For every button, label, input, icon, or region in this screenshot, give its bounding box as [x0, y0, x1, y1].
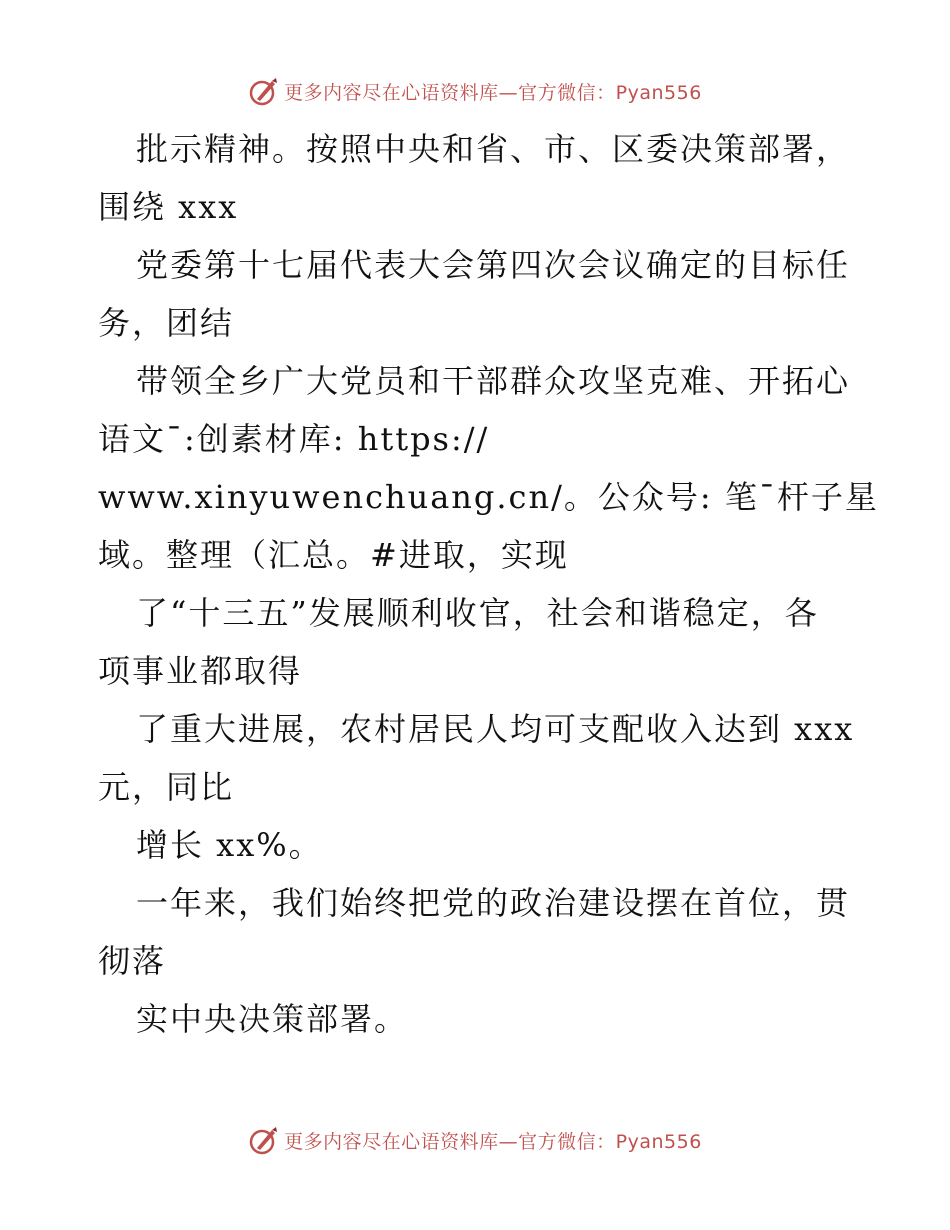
- header-watermark: [0, 71, 950, 111]
- pen-logo-icon: [248, 75, 280, 107]
- text-line: 务，团结: [98, 304, 235, 342]
- text-line: www.xinyuwenchuang.cn/。公众号: 笔¯杆子星: [98, 478, 879, 516]
- footer-watermark: [0, 1120, 950, 1160]
- text-line: 实中央决策部署。: [136, 1000, 409, 1038]
- text-line: 项事业都取得: [98, 652, 303, 690]
- text-line: 党委第十七届代表大会第四次会议确定的目标任: [136, 246, 851, 284]
- text-line: 元，同比: [98, 768, 235, 806]
- text-line: 批示精神。按照中央和省、市、区委决策部署，: [136, 130, 851, 168]
- text-line: 了“十三五”发展顺利收官，社会和谐稳定，各: [136, 594, 819, 632]
- text-line: 围绕 xxx: [98, 188, 239, 226]
- text-line: 带领全乡广大党员和干部群众攻坚克难、开拓心: [136, 362, 851, 400]
- watermark-text: 更多内容尽在心语资料库—官方微信：Pyan556: [284, 81, 702, 104]
- watermark-text: 更多内容尽在心语资料库—官方微信：Pyan556: [284, 1130, 702, 1153]
- text-line: 域。整理（汇总。#进取，实现: [98, 536, 569, 574]
- document-body: [98, 120, 879, 1048]
- text-line: 增长 xx%。: [136, 826, 323, 864]
- pen-logo-icon: [248, 1124, 280, 1156]
- text-line: 彻落: [98, 942, 167, 980]
- text-line: 一年来，我们始终把党的政治建设摆在首位，贯: [136, 884, 851, 922]
- text-line: 了重大进展，农村居民人均可支配收入达到 xxx: [136, 710, 855, 748]
- text-line: 语文¯:创素材库: https://: [98, 420, 490, 458]
